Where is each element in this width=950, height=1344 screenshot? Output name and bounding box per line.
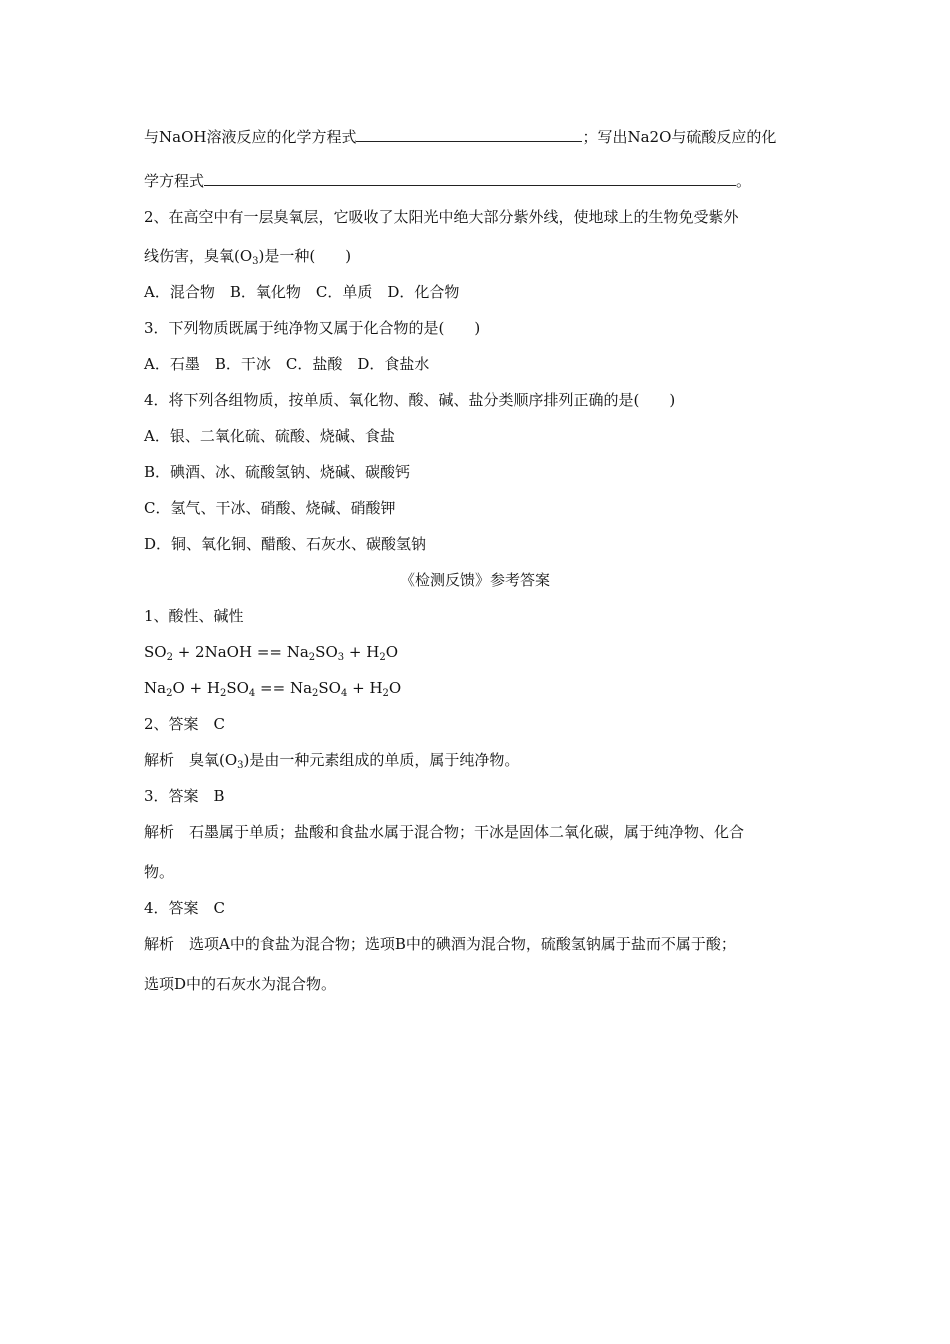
q1-line-1 <box>144 127 776 147</box>
eq2-subscript: 2 <box>166 688 173 699</box>
q3-options: A．石墨 B．干冰 C．盐酸 D．食盐水 <box>144 355 430 373</box>
q2-stem-b: )是一种( ) <box>258 247 352 265</box>
answer-2-exp-subscript: 3 <box>237 760 244 771</box>
eq2-part: Na <box>144 679 167 697</box>
answer-3-explanation-line-2: 物。 <box>144 863 175 881</box>
answer-3-explanation-line-1: 解析 石墨属于单质；盐酸和食盐水属于混合物；干冰是固体二氧化碳，属于纯净物、化合 <box>144 823 745 841</box>
eq1-part: SO <box>144 643 167 661</box>
q2-stem-subscript: 3 <box>252 256 259 267</box>
q1-line2-suffix: 。 <box>736 172 752 190</box>
answer-3-label: 3．答案 B <box>144 787 225 805</box>
q1-answer-blank-1[interactable] <box>356 127 582 142</box>
eq2-part: + H <box>347 679 383 697</box>
answer-4-explanation-line-1: 解析 选项A中的食盐为混合物；选项B中的碘酒为混合物，硫酸氢钠属于盐而不属于酸； <box>144 935 736 953</box>
eq2-subscript: 4 <box>248 688 256 699</box>
answer-2-label: 2、答案 C <box>144 715 226 733</box>
eq1-part: + 2NaOH == Na <box>172 643 309 661</box>
q2-stem-a: 线伤害，臭氧(O <box>144 247 253 265</box>
answer-2-explanation <box>144 750 519 770</box>
answer-2-exp-a: 解析 臭氧(O <box>144 751 238 769</box>
q1-line-2 <box>144 171 751 191</box>
q4-stem: 4．将下列各组物质，按单质、氧化物、酸、碱、盐分类顺序排列正确的是( ) <box>144 391 676 409</box>
eq2-subscript: 2 <box>312 688 319 699</box>
q1-line1-prefix: 与NaOH溶液反应的化学方程式 <box>144 128 357 146</box>
eq1-part: + H <box>344 643 380 661</box>
answer-1-equation-2 <box>144 678 401 698</box>
q4-option-a: A．银、二氧化硫、硫酸、烧碱、食盐 <box>144 427 395 445</box>
eq1-part: O <box>385 643 398 661</box>
eq2-subscript: 2 <box>219 688 227 699</box>
eq2-part: O + H <box>172 679 220 697</box>
eq1-subscript: 2 <box>308 652 316 663</box>
q4-option-b: B．碘酒、冰、硫酸氢钠、烧碱、碳酸钙 <box>144 463 411 481</box>
q4-option-c: C．氢气、干冰、硝酸、烧碱、硝酸钾 <box>144 499 396 517</box>
eq1-part: SO <box>315 643 338 661</box>
answer-4-explanation-line-2: 选项D中的石灰水为混合物。 <box>144 975 337 993</box>
answer-1-equation-1 <box>144 642 398 662</box>
eq2-part: O <box>388 679 402 697</box>
answers-heading: 《检测反馈》参考答案 <box>399 571 550 589</box>
answer-4-label: 4．答案 C <box>144 899 226 917</box>
q1-line1-middle: ；写出Na2O与硫酸反应的化 <box>582 128 777 146</box>
answer-2-exp-b: )是由一种元素组成的单质，属于纯净物。 <box>243 751 520 769</box>
q1-answer-blank-2[interactable] <box>204 171 736 186</box>
q2-options: A．混合物 B．氧化物 C．单质 D．化合物 <box>144 283 460 301</box>
q4-option-d: D．铜、氧化铜、醋酸、石灰水、碳酸氢钠 <box>144 535 427 553</box>
answer-1-label: 1、酸性、碱性 <box>144 607 244 625</box>
eq2-part: SO <box>318 679 341 697</box>
eq2-subscript: 2 <box>382 688 389 699</box>
q3-stem: 3．下列物质既属于纯净物又属于化合物的是( ) <box>144 319 481 337</box>
q2-stem-line-2 <box>144 246 351 266</box>
eq2-subscript: 4 <box>340 688 348 699</box>
eq1-subscript: 2 <box>166 652 173 663</box>
q2-stem-line-1: 2、在高空中有一层臭氧层，它吸收了太阳光中绝大部分紫外线，使地球上的生物免受紫外 <box>144 208 739 226</box>
eq2-part: == Na <box>255 679 313 697</box>
eq2-part: SO <box>226 679 249 697</box>
q1-line2-prefix: 学方程式 <box>144 172 205 190</box>
eq1-subscript: 3 <box>337 652 345 663</box>
eq1-subscript: 2 <box>379 652 386 663</box>
